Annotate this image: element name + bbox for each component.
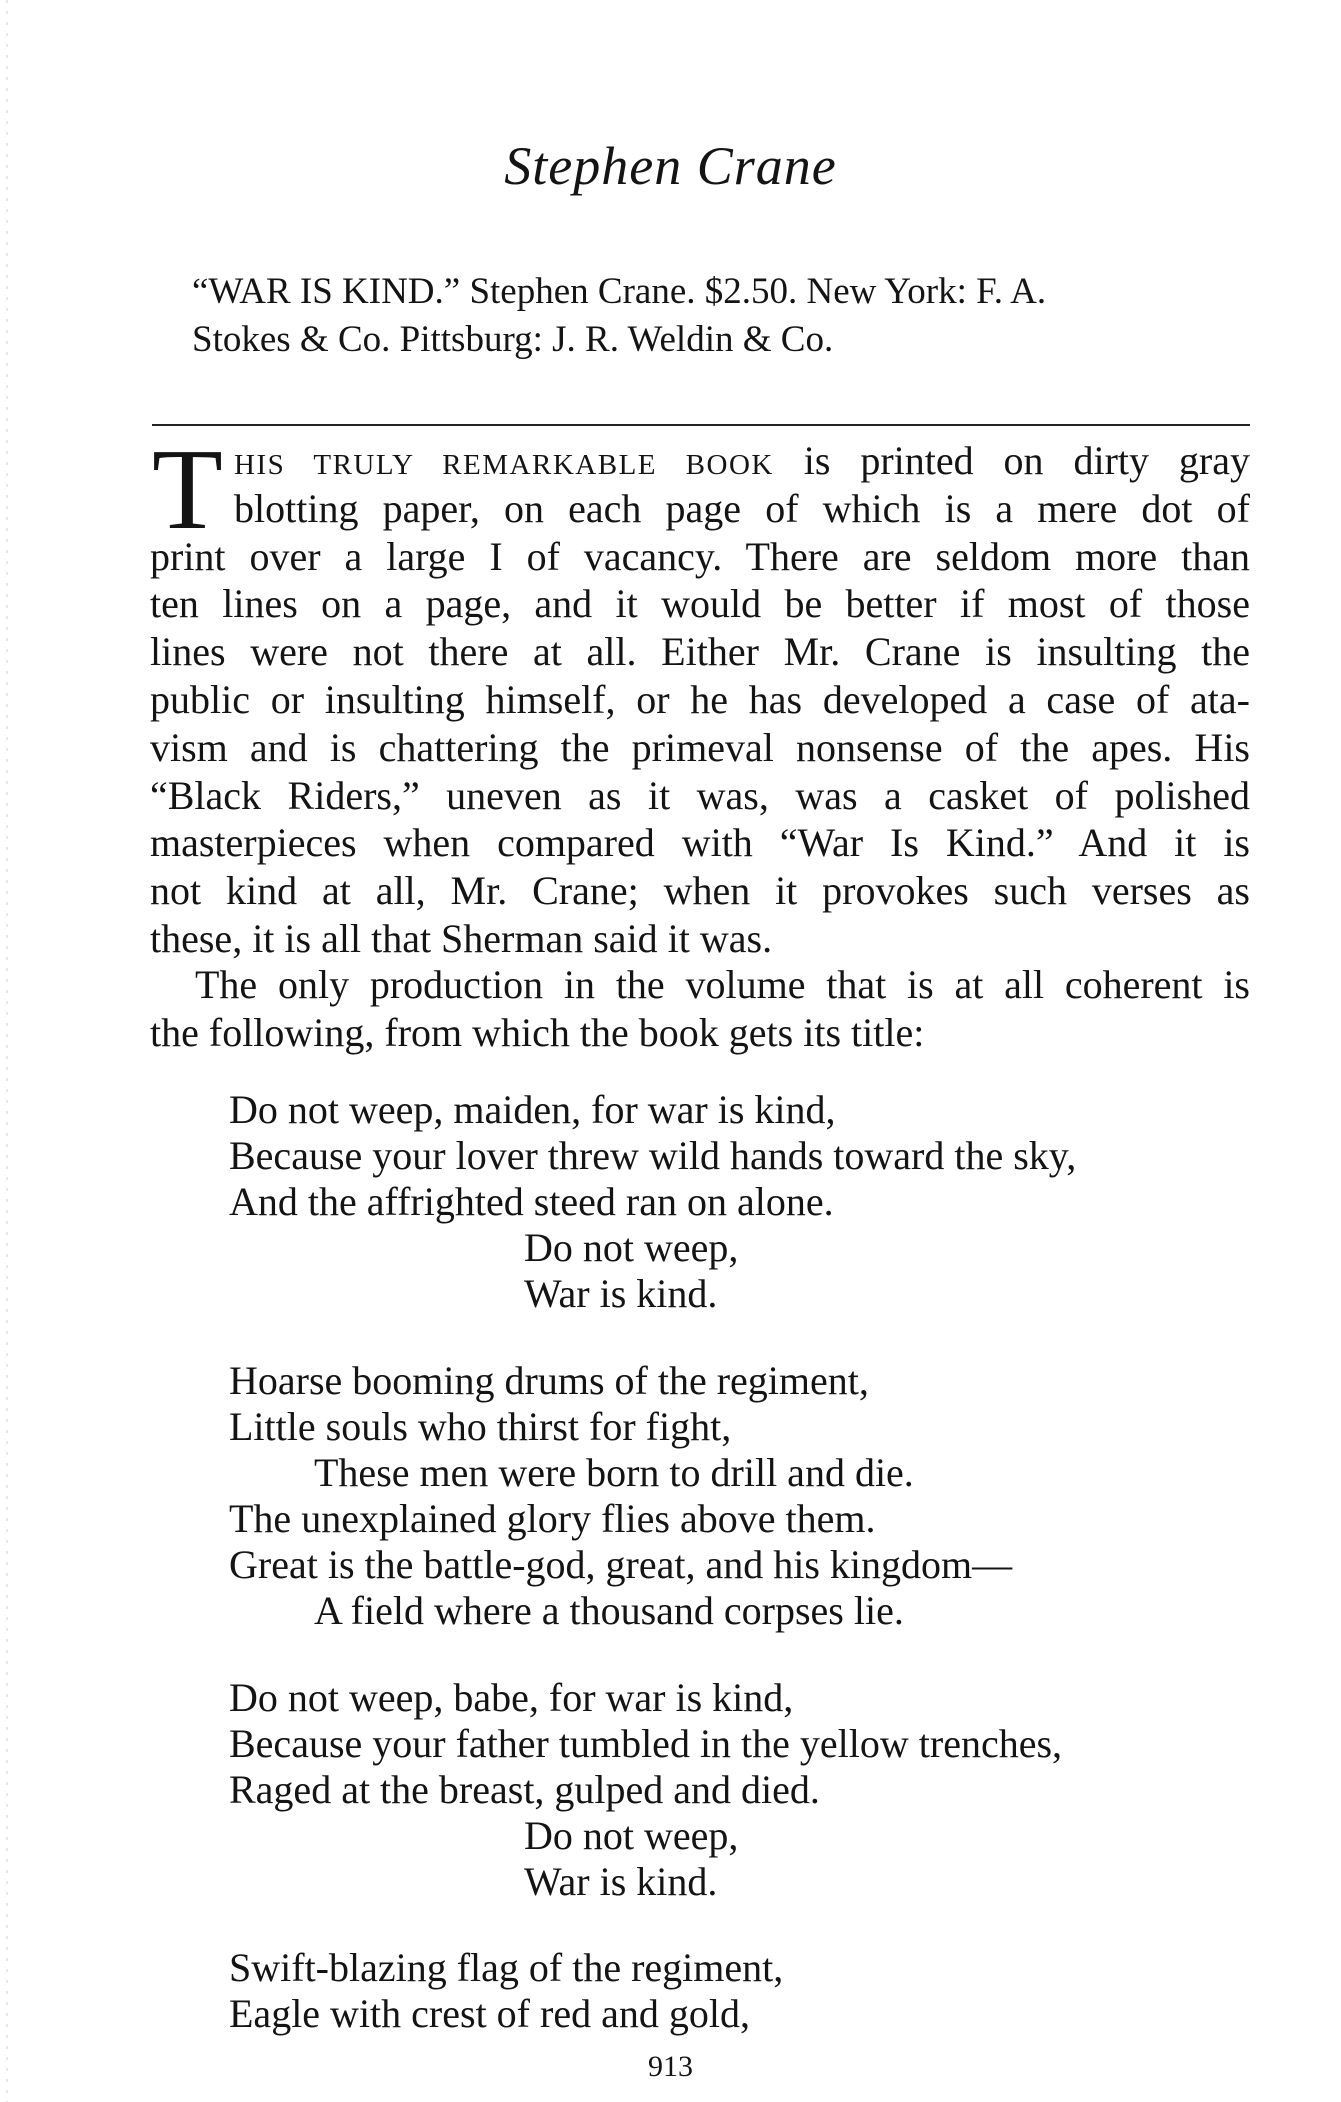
paragraph-line: these, it is all that Sherman said it was. xyxy=(150,915,773,961)
poem-refrain-line: Do not weep, xyxy=(524,1813,739,1858)
poem-line: Do not weep, babe, for war is kind, xyxy=(229,1675,794,1720)
paragraph-line: The only production in the volume that is at all coherent is xyxy=(195,962,1250,1007)
paragraph-line: not kind at all, Mr. Crane; when it provokes such verses as xyxy=(150,868,1250,914)
poem-stanza-3 xyxy=(229,1675,1229,1905)
section-rule xyxy=(152,424,1250,426)
poem-line: These men were born to drill and die. xyxy=(314,1450,914,1495)
scan-edge-marks xyxy=(6,0,8,2102)
paragraph-line: HIS TRULY REMARKABLE BOOK is printed on dirty gray xyxy=(234,438,1250,483)
poem-line: Swift-blazing flag of the regiment, xyxy=(229,1945,784,1990)
poem-stanza-1 xyxy=(229,1087,1229,1317)
poem-line: The unexplained glory flies above them. xyxy=(229,1496,876,1541)
paragraph-line: blotting paper, on each page of which is a mere dot of xyxy=(234,485,1250,531)
poem-line: Hoarse booming drums of the regiment, xyxy=(229,1358,869,1403)
poem-line: Because your father tumbled in the yellow trenches, xyxy=(229,1721,1063,1766)
lead-in-smallcaps: HIS TRULY REMARKABLE BOOK xyxy=(234,449,774,481)
page-number: 913 xyxy=(648,2050,693,2083)
paragraph-line: “Black Riders,” uneven as it was, was a casket of polished xyxy=(150,772,1250,818)
review-paragraph-2 xyxy=(150,961,1250,1057)
book-citation xyxy=(192,268,1222,364)
poem-line: And the affrighted steed ran on alone. xyxy=(229,1179,834,1224)
review-paragraph-1 xyxy=(150,437,1250,963)
paragraph-line: vism and is chattering the primeval nonsense of the apes. His xyxy=(150,724,1250,770)
paragraph-line: print over a large I of vacancy. There are seldom more than xyxy=(150,533,1250,579)
poem-line: Eagle with crest of red and gold, xyxy=(229,1991,750,2036)
citation-line-1: “WAR IS KIND.” Stephen Crane. $2.50. New York: F. A. xyxy=(192,271,1047,312)
poem-refrain-line: War is kind. xyxy=(524,1859,718,1904)
paragraph-line: the following, from which the book gets its title: xyxy=(150,1009,925,1055)
page-title: Stephen Crane xyxy=(504,136,837,196)
citation-line-2: Stokes & Co. Pittsburg: J. R. Weldin & Co. xyxy=(192,319,834,360)
paragraph-line: public or insulting himself, or he has developed a case of ata- xyxy=(150,676,1250,722)
poem-stanza-4 xyxy=(229,1945,1229,2037)
poem-line: Because your lover threw wild hands toward the sky, xyxy=(229,1133,1077,1178)
paragraph-line: lines were not there at all. Either Mr. Crane is insulting the xyxy=(150,629,1250,675)
drop-cap: T xyxy=(152,426,223,554)
poem-line: Raged at the breast, gulped and died. xyxy=(229,1767,820,1812)
poem-line: A field where a thousand corpses lie. xyxy=(314,1588,904,1633)
poem-refrain-line: Do not weep, xyxy=(524,1225,739,1270)
poem-stanza-2 xyxy=(229,1358,1229,1634)
paragraph-line: masterpieces when compared with “War Is Kind.” And it is xyxy=(150,820,1250,866)
poem-refrain-line: War is kind. xyxy=(524,1271,718,1316)
poem-line: Little souls who thirst for fight, xyxy=(229,1404,732,1449)
paragraph-line: ten lines on a page, and it would be better if most of those xyxy=(150,581,1250,627)
poem-line: Great is the battle-god, great, and his kingdom— xyxy=(229,1542,1013,1587)
poem-line: Do not weep, maiden, for war is kind, xyxy=(229,1087,836,1132)
